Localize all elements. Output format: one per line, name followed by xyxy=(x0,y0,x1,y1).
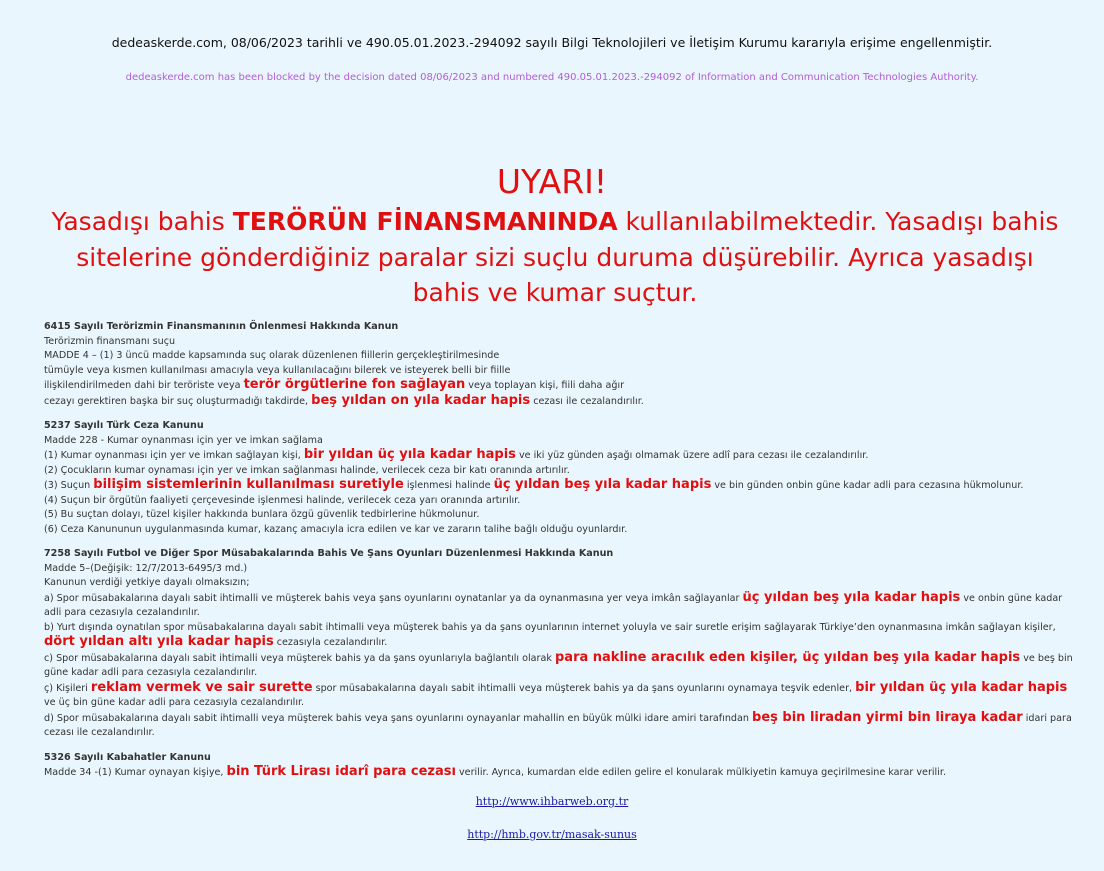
law-text: veya toplayan kişi, fiili daha ağır xyxy=(465,380,625,391)
masak-link-row xyxy=(0,828,1104,841)
law-line: (5) Bu suçtan dolayı, tüzel kişiler hakkında bunlara özgü güvenlik tedbirlerine hükmolunur. xyxy=(44,509,480,520)
penalty-highlight: beş bin liradan yirmi bin liraya kadar xyxy=(752,709,1023,725)
penalty-highlight: para nakline aracılık eden kişiler, üç yıldan beş yıla kadar hapis xyxy=(554,649,1021,665)
penalty-highlight: bin Türk Lirası idarî para cezası xyxy=(226,764,456,779)
law-title: 5326 Sayılı Kabahatler Kanunu xyxy=(44,751,211,763)
warning-title: UYARI! xyxy=(496,162,608,201)
penalty-highlight: üç yıldan beş yıla kadar hapis xyxy=(493,477,712,492)
penalty-highlight: dört yıldan altı yıla kadar hapis xyxy=(44,634,274,649)
law-5326 xyxy=(44,751,1074,781)
block-notice-turkish: dedeaskerde.com, 08/06/2023 tarihli ve 490.05.01.2023.-294092 sayılı Bilgi Teknolojileri ve İletişim Kurumu kararıyla erişime engellenmiştir. xyxy=(111,35,993,50)
warning-text-1: Yasadışı bahis xyxy=(51,207,233,236)
law-text: cezasıyla cezalandırılır. xyxy=(273,637,388,648)
law-line xyxy=(44,765,1074,781)
law-text: b) Yurt dışında oynatılan spor müsabakalarına dayalı sabit ihtimalli veya müşterek bahis ya da şans oyunlarının internet yoluyla ve sair suretle erişim sağlayarak Türkiye’den oynanmasına imkân sağlayan kişiler, xyxy=(44,621,1056,633)
penalty-highlight: bir yıldan üç yıla kadar hapis xyxy=(303,447,516,462)
law-line xyxy=(44,448,1074,464)
law-6415 xyxy=(44,320,1074,409)
law-texts xyxy=(44,320,1074,791)
warning-text-2: kullanılabilmektedir. Yasadışı bahis sitelerine gönderdiğiniz paralar sizi suçlu duruma düşürebilir. Ayrıca yasadışı bahis ve kumar suçtur. xyxy=(76,207,1059,307)
law-paragraph xyxy=(44,651,1074,681)
masak-link[interactable]: http://hmb.gov.tr/masak-sunus xyxy=(467,828,637,841)
law-line: Terörizmin finansmanı suçu xyxy=(44,335,176,347)
block-notice-english: dedeaskerde.com has been blocked by the decision dated 08/06/2023 and numbered 490.05.01.2023.-294092 of Information and Communication Technologies Authority. xyxy=(125,72,979,83)
law-text: ilişkilendirilmeden dahi bir teröriste veya xyxy=(44,380,244,391)
penalty-highlight: beş yıldan on yıla kadar hapis xyxy=(311,392,531,408)
law-line xyxy=(44,478,1074,494)
law-text: a) Spor müsabakalarına dayalı sabit ihtimalli ve müşterek bahis veya şans oyunlarını oynatanlar ya da oynanmasına yer veya imkân sağlayanlar xyxy=(44,592,743,604)
law-title: 6415 Sayılı Terörizmin Finansmanının Önlenmesi Hakkında Kanun xyxy=(44,321,399,332)
law-text: (1) Kumar oynanması için yer ve imkan sağlayan kişi, xyxy=(44,450,304,461)
law-line: MADDE 4 – (1) 3 üncü madde kapsamında suç olarak düzenlenen fiillerin gerçekleştirilmesinde xyxy=(44,350,500,361)
penalty-highlight: bilişim sistemlerinin kullanılması suretiyle xyxy=(93,477,404,492)
law-paragraph xyxy=(44,711,1074,741)
law-line: (4) Suçun bir örgütün faaliyeti çerçevesinde işlenmesi halinde, verilecek ceza yarı oranında artırılır. xyxy=(44,494,521,506)
law-paragraph xyxy=(44,681,1074,711)
law-line: Kanunun verdiği yetkiye dayalı olmaksızın; xyxy=(44,577,250,588)
law-text: c) Spor müsabakalarına dayalı sabit ihtimalli veya müşterek bahis ya da şans oyunlarıyla bağlantılı olarak xyxy=(44,652,555,664)
law-line xyxy=(44,394,1074,410)
warning-message xyxy=(40,204,1070,311)
law-line: (2) Çocukların kumar oynaması için yer ve imkan sağlanması halinde, verilecek ceza bir katı oranında artırılır. xyxy=(44,464,570,476)
law-text: verilir. Ayrıca, kumardan elde edilen gelire el konularak mülkiyetin kamuya geçirilmesine karar verilir. xyxy=(455,767,947,778)
law-7258 xyxy=(44,547,1074,741)
penalty-highlight: üç yıldan beş yıla kadar hapis xyxy=(742,589,961,605)
penalty-highlight: bir yıldan üç yıla kadar hapis xyxy=(855,679,1068,695)
law-paragraph xyxy=(44,621,1074,651)
law-text: d) Spor müsabakalarına dayalı sabit ihtimalli veya müşterek bahis veya şans oyunlarını oynayanlar mahallin en büyük mülki idare amiri tarafından xyxy=(44,712,753,724)
law-text: spor müsabakalarına dayalı sabit ihtimalli veya müşterek bahis ya da şans oyunlarını oynamaya teşvik edenler, xyxy=(312,682,856,694)
law-line: Madde 5–(Değişik: 12/7/2013-6495/3 md.) xyxy=(44,562,248,574)
law-line: (6) Ceza Kanununun uygulanmasında kumar, kazanç amacıyla icra edilen ve kar ve zararın talihe bağlı olduğu oyunlardır. xyxy=(44,523,628,535)
law-text: cezayı gerektiren başka bir suç oluşturmadığı takdirde, xyxy=(44,395,312,407)
penalty-highlight: terör örgütlerine fon sağlayan xyxy=(243,377,466,392)
law-text: işlenmesi halinde xyxy=(403,480,494,491)
law-line xyxy=(44,378,1074,394)
penalty-highlight: reklam vermek ve sair surette xyxy=(90,679,313,695)
ihbarweb-link[interactable]: http://www.ihbarweb.org.tr xyxy=(475,795,629,808)
law-text: ve üç bin güne kadar adli para cezasıyla cezalandırılır. xyxy=(44,697,305,708)
law-text: cezası ile cezalandırılır. xyxy=(530,395,644,407)
law-text: ve bin günden onbin güne kadar adli para cezasına hükmolunur. xyxy=(711,480,1024,491)
law-text: ve iki yüz günden aşağı olmamak üzere adlî para cezası ile cezalandırılır. xyxy=(515,450,869,461)
law-text: ç) Kişileri xyxy=(44,682,91,694)
law-5237 xyxy=(44,419,1074,537)
law-paragraph xyxy=(44,591,1074,621)
law-title: 5237 Sayılı Türk Ceza Kanunu xyxy=(44,420,204,431)
law-title: 7258 Sayılı Futbol ve Diğer Spor Müsabakalarında Bahis Ve Şans Oyunları Düzenlenmesi Hakkında Kanun xyxy=(44,548,614,559)
law-line: Madde 228 - Kumar oynanması için yer ve imkan sağlama xyxy=(44,434,323,446)
law-text: Madde 34 -(1) Kumar oynayan kişiye, xyxy=(44,767,227,778)
law-text: ve onbin güne kadar adli para cezasıyla cezalandırılır. xyxy=(44,592,1063,618)
ihbarweb-link-row xyxy=(0,795,1104,808)
law-text: (3) Suçun xyxy=(44,480,94,491)
warning-emphasis: TERÖRÜN FİNANSMANINDA xyxy=(232,207,618,236)
law-line: tümüyle veya kısmen kullanılması amacıyla veya kullanılacağını bilerek ve isteyerek belli bir fiille xyxy=(44,364,511,376)
law-text: idari para cezası ile cezalandırılır. xyxy=(44,712,1072,738)
law-text: ve beş bin güne kadar adli para cezasıyla cezalandırılır. xyxy=(44,652,1073,678)
